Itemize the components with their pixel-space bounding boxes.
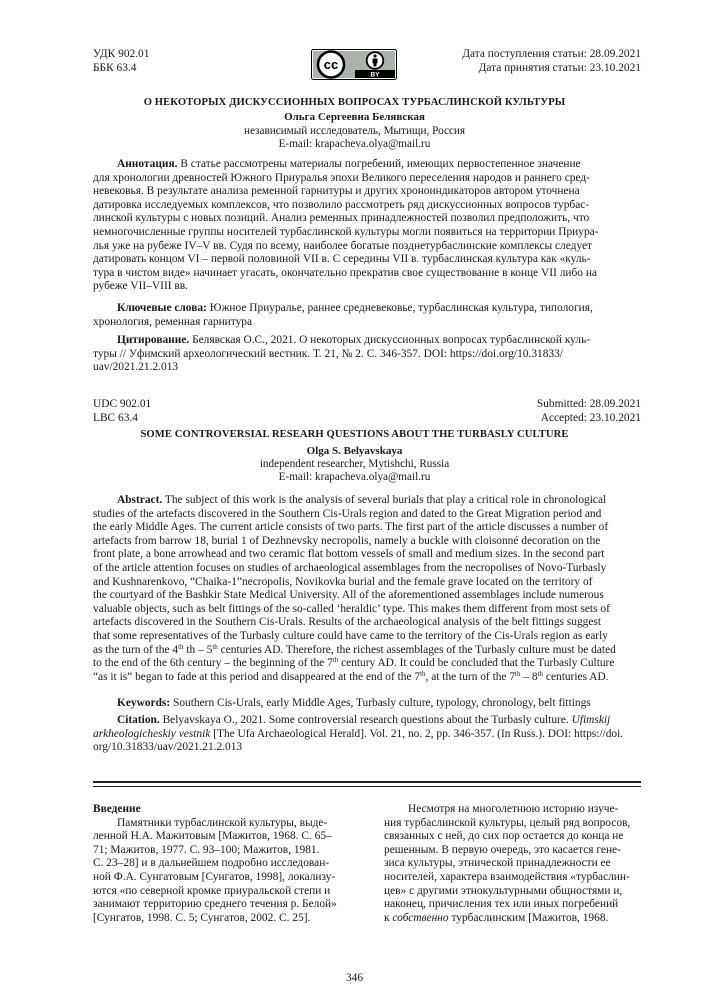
abstract-ru: Аннотация. В статье рассмотрены материалы погребений, имеющих первостепенное значение для хронологии древностей Южного Приуралья эпохи Великого переселения народов и раннего сред- невековья. В результате анализа ременной гарнитуры и других хроноиндикаторов автором уточнена датировка исследуемых комплексов, что позволило рассмотреть ряд дискуссионных вопросов турбас- линской культуры с новых позиций. Анализ ременных принадлежностей позволил предположить, что немногочисленные группы носителей турбаслинской культуры могли появиться на территории Приура- лья уже на рубеже IV–V вв. Судя по всему, наиболее богатые позднетурбаслинские комплексы следует датировать концом VI – первой половиной VII в. С середины VII в. турбаслинская культура как «куль- тура в чистом виде» начинает угасать, окончательно прекратив свое существование в конце VII либо на рубеже VII–VIII вв. <box>93 158 599 293</box>
accepted-date-ru: Дата принятия статьи: 23.10.2021 <box>478 62 641 74</box>
accepted-date-en: Accepted: 23.10.2021 <box>540 412 641 424</box>
citation-ru: Цитирование. Белявская О.С., 2021. О некоторых дискуссионных вопросах турбаслинской куль- туры // Уфимский археологический вестник. Т. 21, № 2. С. 346-357. DOI: https://doi.org/10.31833/ uav/2021.21.2.013 <box>93 334 591 374</box>
separator-rule-thin <box>93 786 641 787</box>
article-title-en: SOME CONTROVERSIAL RESEARH QUESTIONS ABOUT THE TURBASLY CULTURE <box>140 429 569 440</box>
lbc-en: LBC 63.4 <box>93 412 138 424</box>
author-email-ru: E-mail: krapacheva.olya@mail.ru <box>278 138 431 150</box>
received-date-ru: Дата поступления статьи: 28.09.2021 <box>462 48 641 60</box>
author-affiliation-ru: независимый исследователь, Мытищи, Россия <box>243 125 466 137</box>
cc-by-license-icon <box>311 49 397 80</box>
separator-rule-thick <box>93 781 641 783</box>
author-name-en: Olga S. Belyavskaya <box>306 445 403 457</box>
abstract-label-ru: Аннотация. <box>117 158 178 170</box>
abstract-label-en: Abstract. <box>117 494 163 506</box>
body-column-right: Несмотря на многолетнюю историю изуче- ния турбаслинской культуры, целый ряд вопросов, связанных с ней, до сих пор остается до конца не решенным. В первую очередь, это касается гене- зиса культуры, этнической принадлежности ее носителей, характера взаимодействия «турбаслин- цев» с другими этнокультурными общностями и, наконец, причисления тех или иных погребений к собственно турбаслинским [Мажитов, 1968. <box>384 803 631 924</box>
author-email-en: E-mail: krapacheva.olya@mail.ru <box>278 471 431 483</box>
svg-text:BY: BY <box>370 71 380 79</box>
article-title-ru: О НЕКОТОРЫХ ДИСКУССИОННЫХ ВОПРОСАХ ТУРБАСЛИНСКОЙ КУЛЬТУРЫ <box>143 97 566 108</box>
svg-text:cc: cc <box>323 57 339 72</box>
submitted-date-en: Submitted: 28.09.2021 <box>536 398 641 410</box>
abstract-en: Abstract. The subject of this work is the analysis of several burials that play a critical role in chronological studies of the artefacts discovered in the Southern Cis-Urals region and dated to the Great Migration period and the early Middle Ages. The current article consists of two parts. The first part of the article discusses a number of artefacts from barrow 18, burial 1 of Dezhnevsky necropolis, namely a buckle with cloisonné decoration on the front plate, a bone arrowhead and two ceramic flat bottom vessels of small and medium sizes. In the second part of the article attention focuses on studies of archaeological assemblages from the necropolises of Novo-Turbasly and Kushnarenkovo, “Chaika-1”necropolis, Novikovka burial and the female grave located on the territory of the courtyard of the Bashkir State Medical University. All of the aforementioned assemblages include numerous valuable objects, such as belt fittings of the so-called ‘heraldic’ type. This makes them different from most sets of artefacts discovered in the Southern Cis-Urals. Results of the archaeological analysis of the belt fittings suggest that some representatives of the Turbasly culture could have came to the territory of the Cis-Urals region as early as the turn of the 4th th – 5th centuries AD. Therefore, the richest assemblages of the Turbasly culture must be dated to the end of the 6th century – the beginning of the 7th century AD. It could be concluded that the Turbasly Culture “as it is” began to fade at this period and disappeared at the end of the 7th, at the turn of the 7th – 8th centuries AD. <box>93 494 616 683</box>
citation-en: Citation. Belyavskaya O., 2021. Some controversial research questions about the Turbasly culture. Ufimskij arkheologicheskiy vestnik [The Ufa Archaeological Herald]. Vol. 21, no. 2, pp. 346-357. (In Russ.). DOI: https://doi. org/10.31833/uav/2021.21.2.013 <box>93 714 624 754</box>
author-affiliation-en: independent researcher, Mytishchi, Russia <box>259 458 450 470</box>
author-name-ru: Ольга Сергеевна Белявская <box>284 111 425 123</box>
keywords-en: Keywords: Southern Cis-Urals, early Middle Ages, Turbasly culture, typology, chronology, belt fittings <box>117 697 591 709</box>
bbk-ru: ББК 63.4 <box>93 62 137 74</box>
page-number: 346 <box>345 972 364 984</box>
keywords-ru: Ключевые слова: Южное Приуралье, раннее средневековье, турбаслинская культура, типология, хронология, ременная гарнитура <box>93 302 593 328</box>
intro-heading: Введение <box>93 803 141 815</box>
udc-ru: УДК 902.01 <box>93 48 150 60</box>
udc-en: UDC 902.01 <box>93 398 152 410</box>
body-column-left: Введение Памятники турбаслинской культуры, выде- ленной Н.А. Мажитовым [Мажитов, 1968. С. 65– 71; Мажитов, 1977. С. 93–100; Мажитов, 1981. С. 23–28] и в дальнейшем подробно исследован- ной Ф.А. Сунгатовым [Сунгатов, 1998], локализу- ются «по северной кромке приуральской степи и занимают территорию среднего течения р. Белой» [Сунгатов, 1998. С. 5; Сунгатов, 2002. С. 25]. <box>93 803 351 925</box>
